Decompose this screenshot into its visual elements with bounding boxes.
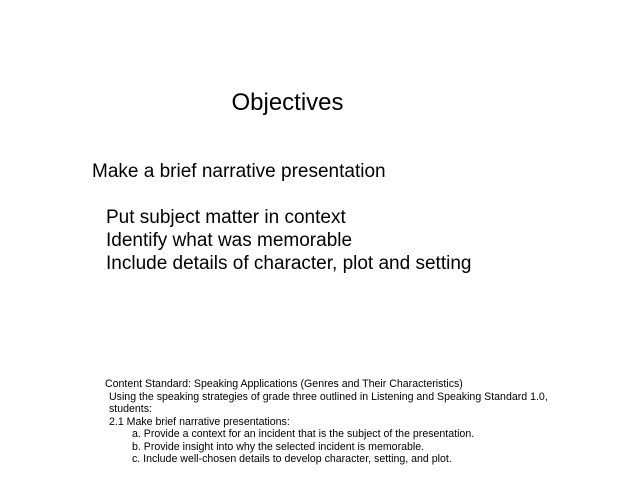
content-standard-subitem-b: b. Provide insight into why the selected incident is memorable. — [132, 440, 425, 453]
content-standard-block — [105, 378, 548, 466]
objective-sub-list — [106, 206, 471, 275]
main-objective: Make a brief narrative presentation — [92, 161, 386, 182]
sub-objective-details: Include details of character, plot and setting — [106, 253, 472, 274]
content-standard-item: 2.1 Make brief narrative presentations: — [109, 415, 290, 428]
content-standard-subitem-a: a. Provide a context for an incident that is the subject of the presentation. — [132, 428, 475, 440]
sub-objective-memorable: Identify what was memorable — [106, 230, 353, 251]
content-standard-intro-line-2: students: — [109, 403, 152, 415]
content-standard-heading: Content Standard: Speaking Applications (Genres and Their Characteristics) — [105, 378, 463, 390]
content-standard-subitem-c: c. Include well-chosen details to develop character, setting, and plot. — [132, 453, 452, 465]
slide-title: Objectives — [231, 89, 344, 116]
content-standard-intro-line-1: Using the speaking strategies of grade three outlined in Listening and Speaking Standard 1.0, — [109, 390, 548, 403]
sub-objective-context: Put subject matter in context — [106, 207, 346, 228]
